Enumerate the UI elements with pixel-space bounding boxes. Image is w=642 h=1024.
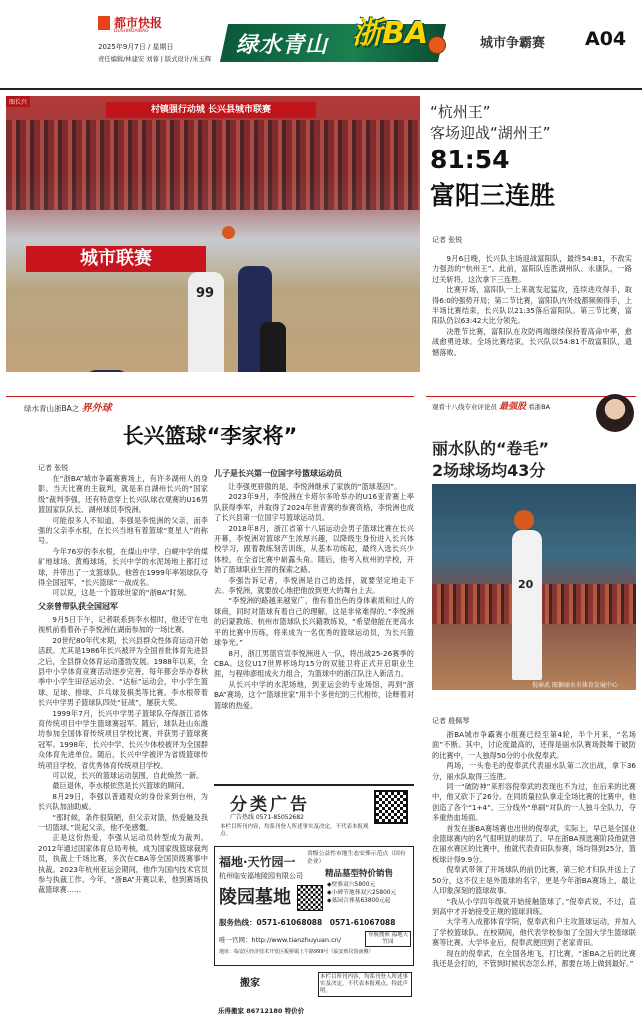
paragraph: 可能很多人不知道，李强是李悦洲的父亲，而李强的父亲李水根，在长兴当地有着篮球“夏星人”的称号。: [38, 515, 208, 546]
moving-title: 搬家: [240, 978, 260, 989]
paragraph: 首发在浙BA赛场赛也出世的倪奉武，实际上，早已是全国业余篮球赛内的名气很明显的球员了。早在浙BA预选赛阶段他就曾在丽水赛区的比赛中，他就代表青田队参赛，场均得到25分，篮板球计得9.9分。: [432, 823, 636, 864]
classified-ad: [214, 784, 414, 840]
moving-ad: [214, 970, 414, 1020]
cemetery-name2: 陵园墓地: [219, 887, 291, 908]
paragraph: 正是这份热爱，李强从运动员转型成为裁判。2012年通过国家体育总局考核，成为国家级篮球裁判员，执裁上千场比赛，多次在CBA等全国顶级赛事中执裁。2023年杭州亚运会期间，他作为国内技术官员参与执裁工作。今年，“浙BA”开赛以来，他到赛场执裁篮球赛……: [38, 833, 208, 895]
moving-note: 本栏目所刊内容，均系刊登人所述事实及决定，不代表本报观点，特此声明。: [318, 972, 412, 997]
right-photo-caption: 倪奉武 图据丽水市体育发展中心: [532, 682, 618, 689]
top-byline: 记者 张锐: [432, 236, 463, 244]
player-navy-2: [86, 370, 128, 372]
photo-label: 图长兴: [6, 96, 30, 107]
paragraph: “李悦洲的路越来越宽广，他有着出色的身体素质和过人的球商，同时对篮球有着自己的理解，这是非常难得的。”李悦洲的启蒙教练、杭州市篮球队长兴籍教练说，“希望他能在更高水平的比赛中历练，将来成为一名优秀的篮球运动员，为长兴篮球争光。”: [214, 596, 414, 648]
paragraph: 可以说，长兴的篮球运动氛围，自此焕然一新。: [52, 770, 204, 780]
left-section-tag: [24, 399, 112, 414]
paragraph: 大学考入成都体育学院，倪奉武和户主攻篮球运动，并加入了学校篮球队。在校期间，他代表学校参加了全国大学生篮球联赛等比赛。大学毕业后，倪奉武便回到了老家青田。: [432, 917, 636, 948]
banner-title: 绿水青山: [236, 33, 329, 58]
cemetery-address: 地址：临安区经济技术开发区板桥镇上午路999号（临安殡仪馆南侧）: [219, 949, 374, 955]
section-title: 城市争霸赛: [480, 36, 546, 51]
right-headline-1: 丽水队的“卷毛”: [432, 439, 550, 458]
paragraph: 最巨退休，李水根依然是长兴篮球的顾问。: [52, 781, 189, 791]
paragraph: “那时候，条件很简陋，但父亲对篮，热爱触及我一切篮球。”说起父亲，他不免感慨。: [38, 812, 208, 832]
photo-basketball: [222, 226, 235, 239]
paragraph: “我从小学四年级就开始接触篮球了。”倪奉武说，不过，直到高中才开始接受正规的篮球训练。: [432, 896, 636, 916]
cemetery-url: 唯一官网：http://www.tianzhuyuan.cn/: [219, 936, 341, 944]
classified-phone: 广告热线 0571-85052682: [230, 814, 304, 821]
qr-code-icon: [297, 885, 323, 911]
top-story-body: [432, 254, 632, 358]
cemetery-prices: ◆壁葬双穴5800元 ◆小碑节地葬双穴25800元 ◆墓园合葬墓63800元起: [327, 882, 397, 904]
paragraph: 同一“破防神”来形容倪奉武的表现也不为过，在后来的比赛中，他又砍下了26分。在同质量拉队拿走全场比赛的比赛中，他创造了各个“1+4”、三分线外“单刷”对队的一人独斗全队力，夺多重热血场面。: [432, 782, 636, 823]
top-score: 81:54: [430, 145, 510, 174]
tag-name: 最强股: [499, 402, 527, 412]
paragraph: 9月6日晚，长兴队主场迎战富阳队，最终54:81，不敌实力强劲的“杭州王”。此前，富阳队连胜湖州队、永康队，一路过关斩将，这次拿下三连胜。: [432, 254, 632, 284]
page-number: A04: [585, 28, 627, 50]
paragraph: 可以说，这是一个篮球世家的“浙BA”时刻。: [52, 588, 191, 598]
right-byline: 记者 殷佩琴: [432, 717, 470, 725]
paragraph: 比赛开场，富阳队一上来就发起猛攻，连续进攻得手，取得6:0的强势开局；第二节比赛，富阳队内外线都频频得手，上半场比赛结束，长兴队以21:35落后富阳队。第三节比赛，富阳队仍以63:42大比分领先。: [432, 285, 632, 326]
paragraph: 两场，一头卷毛的倪奉武代表丽水队第二次出战，拿下36分，丽水队取得三连胜。: [432, 761, 636, 781]
crowd-stands: [6, 120, 420, 210]
masthead: [0, 0, 642, 92]
referee: [260, 322, 286, 372]
paragraph: 2023年9月，李悦洲在卡塔尔多哈举办的U16亚青赛上率队获得季军，并取得了2024年世青赛的参赛资格，李悦洲也成了长兴县第一位国字号篮球运动员。: [214, 492, 414, 523]
qr-code-icon: [374, 790, 408, 824]
left-column-1: [38, 474, 208, 1020]
logo-sub: DUSHIKUAIBAO: [114, 29, 149, 34]
subheading: 儿子是长兴第一位国字号篮球运动员: [214, 469, 342, 478]
paragraph: 2018年8月，浙江省第十八届运动会男子篮球比赛在长兴开幕，李悦洲对篮球产生浓厚兴趣，以降级生身份进入长兴体校学习，跟着教练刻苦训练，从基本功练起，最终入选长兴少体校，在全省比赛中崭露头角。随后，他考入杭州的学校，开始了篮球职业生涯的探索之路。: [214, 523, 414, 575]
right-headline-2: 2场球场均43分: [432, 461, 546, 480]
banner-logo: 浙BA: [352, 16, 429, 51]
section-tag-name: 界外球: [81, 403, 112, 414]
paragraph: 让李强更骄傲的是，李悦洲继承了家族的“篮球基因”。: [228, 482, 402, 491]
player-white-number: 99: [196, 286, 215, 301]
cemetery-name1: 福地·天竹园一: [219, 855, 296, 869]
right-photo: [432, 484, 636, 690]
cemetery-tag: 精品墓型特价销售: [325, 869, 394, 879]
tag-suffix: 看浙BA: [528, 403, 551, 411]
paragraph: 在“浙BA”城市争霸赛赛场上，有许多湖州人的身影。当天比赛的主裁判，就是来自湖州长兴的“国家级”裁判李强，还有特意穿上长兴队球衣观赛的U16男篮国家队队长、湖州球员李悦洲。: [38, 474, 208, 515]
section-tag-prefix: 绿水青山浙BA之: [24, 404, 80, 413]
paragraph: 现在的倪奉武，在全国各地飞，打比赛，“浙BA之后的比赛我还是会打的，不管到时候状态怎么样，都要在场上做到最好。”: [432, 948, 636, 968]
right-photo-player-number: 20: [518, 578, 534, 591]
cemetery-company: 杭州临安福地陵园有限公司: [219, 872, 303, 880]
masthead-rule: [0, 88, 642, 90]
paragraph: 1999年7月，长兴中学男子篮球队夺得浙江省体育传统项目中学生篮球赛冠军。随后，球队赴山东潍坊参加全国体育传统项目学校比赛，并获男子篮球赛冠军。1998年，长兴中学、长兴少体校被评为全国群众体育先进单位。随后，长兴中学被评为省级篮球传统项目学校、省优秀体育传统项目学校。: [38, 708, 208, 770]
paragraph: 从长兴中学的水泥场地，到亚运会的专业场馆，再到“浙BA”赛场，这个“篮球世家”用半个多世纪的三代相传，诠释着对篮球的热爱。: [214, 679, 414, 710]
paragraph: 9月5日下午，记者联系到李水根时，他还守在电视机前看着孙子李悦洲在湖南参加的一场比赛。: [38, 614, 208, 635]
right-story-body: [432, 730, 636, 1020]
left-byline: 记者 张锐: [38, 464, 69, 472]
right-photo-basketball: [514, 510, 534, 530]
top-kicker-2: 客场迎战“湖州王”: [430, 124, 551, 142]
paragraph: 浙BA城市争霸赛小组赛已经至第4轮，半个月来，“名场面”不断。其中，讨论度最高的，还得是丽水队赛场鼓舞于破防的比赛中，一人独得50分的小伙倪奉武。: [432, 730, 636, 760]
date-line: 2025年9月7日 / 星期日: [98, 43, 174, 51]
paragraph: 倪奉武带领了开场球队的前仍比赛，第三轮才归队并送上了50分，这不仅主是外篮球的名字，更是今年浙BA赛场上，最让人印象深刻的篮球故事。: [432, 865, 636, 896]
left-headline: 长兴篮球“李家将”: [122, 424, 298, 448]
tag-prefix: 观看十八线专业评论员: [432, 403, 497, 411]
paragraph: 20世纪80年代末期，长兴县群众性体育运动开始活跃。尤其是1986年长兴被评为全国首批体育先进县之后，全县群众体育运动蓬勃发展。1988年以来，全县中小学体育竞赛活动逐步完善，每年都会举办春秋季中小学生田径运动会、“达标”运动会，中小学生篮球、足球、排球、乒乓球及棋类等比赛。李水根带着长兴中学男子篮球队四处“征战”，屡获大奖。: [38, 635, 208, 708]
logo-text: 都市快报: [114, 16, 163, 30]
moving-phone: 乐得搬家 86712180 特价价: [218, 1007, 305, 1015]
left-column-2: [214, 466, 414, 770]
right-photo-player: [512, 530, 542, 680]
top-headline: 富阳三连胜: [430, 181, 556, 210]
cemetery-hotline: 服务热线：0571-61068088 0571-61067088: [219, 918, 396, 927]
cemetery-qr-caption: 导航搜索 福地天竹园: [365, 931, 411, 947]
cemetery-promo: 省级公益性市地生态安葬示范点（国有企业）: [307, 851, 406, 865]
paragraph: 8月，浙江男篮官宣李悦洲进入一队，将出战25-26赛季的CBA。这位U17世界杯场均15分的双能卫将正式开启职业生涯，与程帅澎组成火力组合，为篮球中的浙江队注入新活力。: [214, 648, 414, 679]
subheading: 父亲曾带队获全国冠军: [38, 601, 118, 611]
left-section-rule: [6, 396, 414, 397]
columnist-avatar: [596, 394, 634, 432]
top-photo: [6, 96, 420, 372]
cemetery-ad: [214, 846, 414, 966]
paragraph: 8月29日，李强以普通观众的身份来到台州，为长兴队加油助威。: [38, 791, 208, 812]
paragraph: 今年76岁的李水根，在煤山中学、白岘中学的煤矿地球场、黄梅球场，长兴中学的水泥场地上都打过球，并带出了一支篮球队。他曾在1999年率领球队夺得全国冠军，“长兴篮球”一战成名。: [38, 546, 208, 588]
classified-title: 分类广告: [230, 795, 310, 815]
top-kicker-1: “杭州王”: [430, 103, 491, 121]
arena-banner: 村镇强行动城 长兴县城市联赛: [106, 102, 316, 118]
basketball-icon: [428, 36, 446, 54]
paragraph: 李强告诉记者，李悦洲是自己的选择，就要坚定地走下去。李悦洲，就要放心地把他放到更大的舞台上去。: [214, 575, 414, 596]
wall-ad: 城市联赛: [26, 246, 206, 272]
editors-line: 责任编辑/林建安 刘蓉 | 版式设计/朱玉辉: [98, 56, 212, 63]
right-section-tag: [432, 399, 550, 412]
paragraph: 决胜节比赛，富阳队在攻防两端继续保持着高命中率，愈战愈勇进球。全场比赛结束，长兴队以54:81不敌富阳队，遗憾落败。: [432, 326, 632, 357]
classified-note: 本栏目所刊内容，均系刊登人所述事实及决定，不代表本报观点。: [220, 824, 369, 837]
logo-mark: [98, 16, 110, 30]
